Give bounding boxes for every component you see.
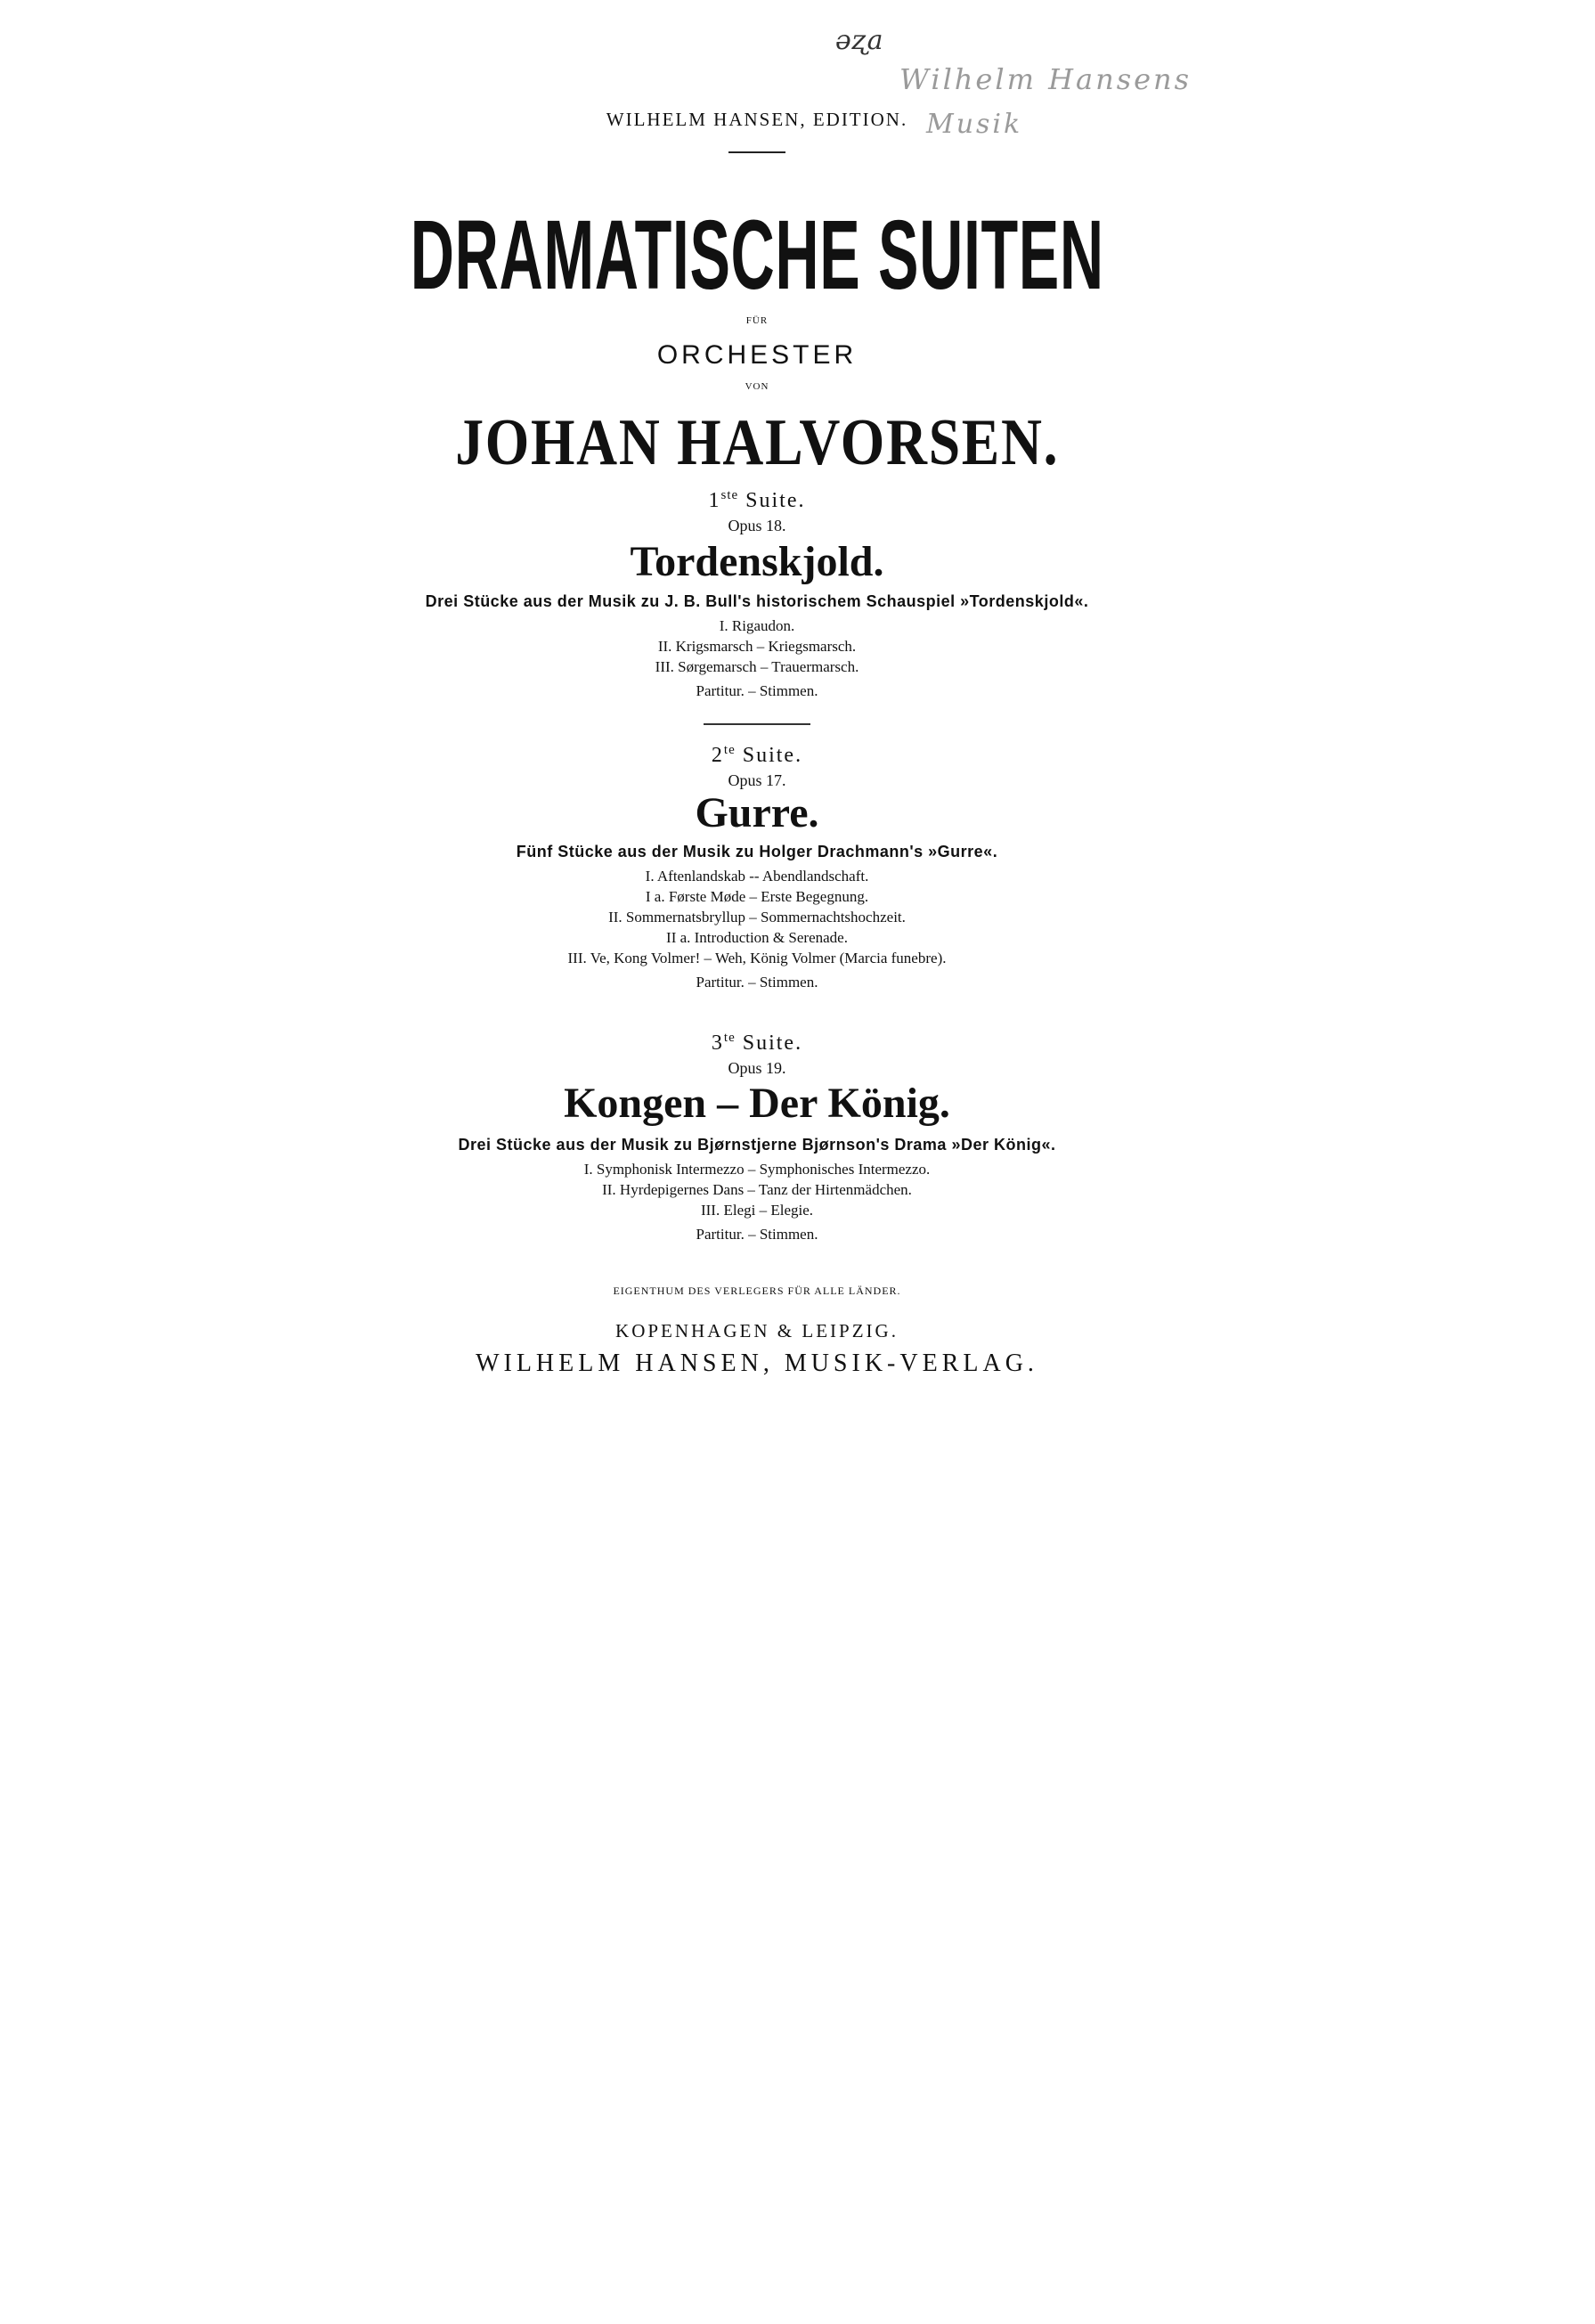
rights-notice: EIGENTHUM DES VERLEGERS FÜR ALLE LÄNDER. [613, 1284, 901, 1297]
suite-1-title: Tordenskjold. [630, 538, 884, 585]
suite-1-number: 1ste Suite. [708, 488, 806, 512]
suite-1-parts: Partitur. – Stimmen. [696, 682, 818, 699]
suite-3-movement: II. Hyrdepigernes Dans – Tanz der Hirtenmädchen. [602, 1181, 912, 1198]
suite-2-title: Gurre. [695, 789, 819, 836]
suite-2-movement: I a. Første Møde – Erste Begegnung. [645, 888, 869, 905]
suite-2-description: Fünf Stücke aus der Musik zu Holger Drachmann's »Gurre«. [516, 843, 998, 860]
suite-1-movement: III. Sørgemarsch – Trauermarsch. [655, 658, 859, 675]
suite-3-parts: Partitur. – Stimmen. [696, 1226, 818, 1243]
main-title: DRAMATISCHE SUITEN [410, 200, 1104, 310]
orchester-label: ORCHESTER [656, 340, 858, 370]
library-stamp-line1: Wilhelm Hansens [899, 62, 1192, 96]
publisher-name: WILHELM HANSEN, MUSIK-VERLAG. [476, 1350, 1038, 1377]
publisher-cities: KOPENHAGEN & LEIPZIG. [615, 1320, 899, 1341]
suite-2-number: $2^{te}$ Suite. [711, 743, 803, 767]
suite-2-opus: Opus 17. [728, 771, 786, 789]
suite-1-movement: II. Krigsmarsch – Kriegsmarsch. [657, 638, 857, 655]
suite-1-opus: Opus 18. [728, 517, 786, 534]
suite-2-movement: III. Ve, Kong Volmer! – Weh, König Volmer (Marcia funebre). [567, 950, 947, 966]
suite-2-movement: II. Sommernatsbryllup – Sommernachtshochzeit. [608, 909, 906, 926]
section-separator [704, 723, 810, 725]
suite-2-parts: Partitur. – Stimmen. [696, 974, 818, 991]
suite-2-movement: I. Aftenlandskab -- Abendlandschaft. [645, 868, 869, 885]
von-label: VON [745, 381, 769, 392]
header-rule [728, 151, 785, 153]
suite-3-description: Drei Stücke aus der Musik zu Bjørnstjerne Bjørnson's Drama »Der König«. [458, 1136, 1056, 1154]
suite-1-movement: I. Rigaudon. [719, 617, 795, 634]
publisher-edition: WILHELM HANSEN, EDITION. [606, 109, 908, 130]
suite-2-movement: II a. Introduction & Serenade. [666, 929, 848, 946]
suite-3-opus: Opus 19. [728, 1059, 786, 1077]
suite-3-number: $3^{te}$ Suite. [711, 1031, 803, 1055]
composer-name: JOHAN HALVORSEN. [454, 406, 1060, 479]
suite-3-movement: I. Symphonisk Intermezzo – Symphonisches Intermezzo. [583, 1161, 931, 1178]
suite-3-movement: III. Elegi – Elegie. [700, 1202, 814, 1219]
suite-1-description: Drei Stücke aus der Musik zu J. B. Bull's historischem Schauspiel »Tordenskjold«. [425, 592, 1089, 610]
handwritten-mark: ǝʐa [835, 25, 883, 56]
suite-3-title: Kongen – Der König. [564, 1080, 950, 1127]
library-stamp-line2: Musik [926, 109, 1023, 140]
fur-label: FÜR [745, 315, 769, 326]
